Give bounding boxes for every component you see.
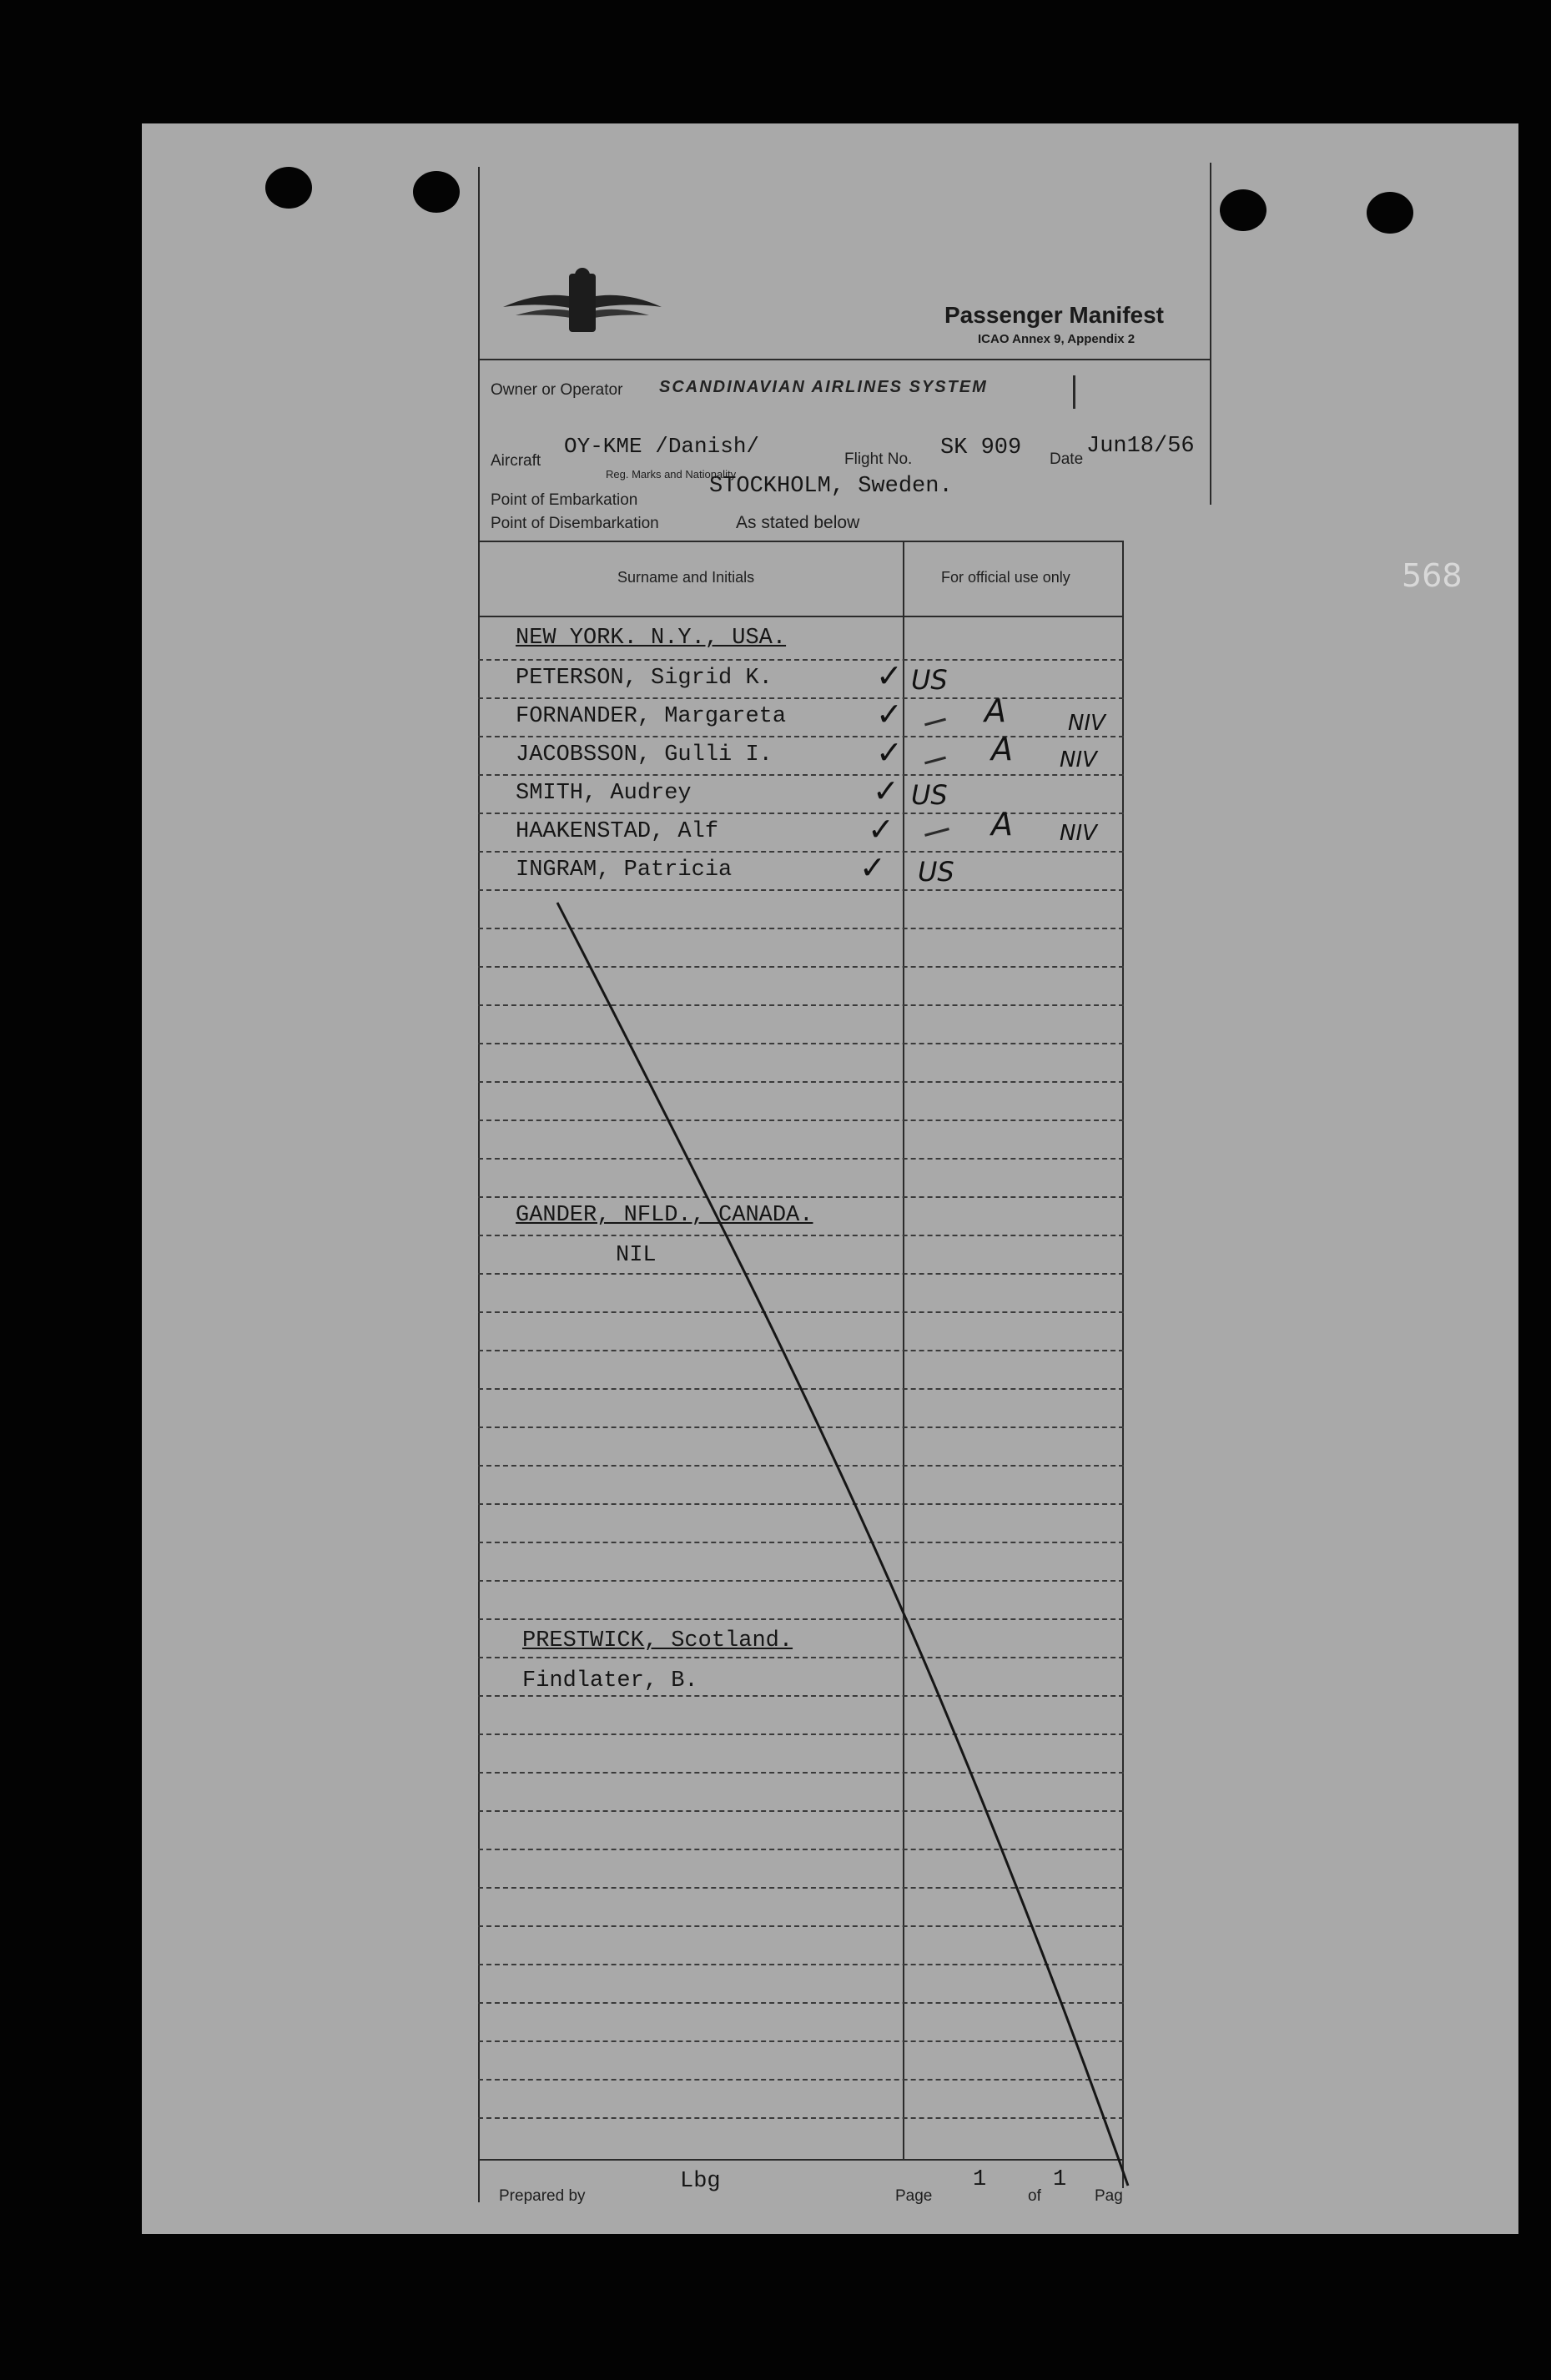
owner-value: SCANDINAVIAN AIRLINES SYSTEM	[659, 378, 988, 396]
official-note: A	[991, 806, 1013, 843]
destination-heading: GANDER, NFLD., CANADA.	[516, 1203, 813, 1228]
aircraft-sub-label: Reg. Marks and Nationality	[606, 468, 737, 481]
flight-value: SK 909	[940, 435, 1022, 460]
passenger-name: INGRAM, Patricia	[516, 858, 733, 883]
official-note-niv: NIV	[1068, 711, 1105, 736]
check-mark: ✓	[859, 849, 886, 886]
passenger-name: JACOBSSON, Gulli I.	[516, 742, 773, 767]
destination-heading: PRESTWICK, Scotland.	[522, 1628, 793, 1653]
aircraft-label: Aircraft	[491, 452, 541, 470]
surname-column-header: Surname and Initials	[617, 569, 755, 586]
prepared-by-label: Prepared by	[499, 2187, 586, 2205]
disembarkation-label: Point of Disembarkation	[491, 515, 659, 532]
of-value: 1	[1053, 2167, 1067, 2192]
check-mark: ✓	[873, 772, 899, 809]
official-note: A	[991, 731, 1013, 767]
official-note: US	[911, 779, 948, 811]
official-note-niv: NIV	[1060, 747, 1097, 772]
archive-number: 568	[1402, 557, 1463, 594]
passenger-name: Findlater, B.	[522, 1668, 698, 1693]
passenger-name: SMITH, Audrey	[516, 781, 692, 806]
passenger-name: FORNANDER, Margareta	[516, 704, 787, 729]
check-mark: ✓	[876, 734, 903, 771]
prepared-by-value: Lbg	[680, 2169, 721, 2194]
of-label: of	[1028, 2187, 1041, 2205]
embarkation-label: Point of Embarkation	[491, 491, 638, 509]
page-value: 1	[973, 2167, 987, 2192]
pages-label: Pag	[1095, 2187, 1123, 2205]
owner-label: Owner or Operator	[491, 381, 623, 399]
official-use-column-header: For official use only	[941, 569, 1070, 586]
flight-label: Flight No.	[844, 450, 913, 468]
manifest-subtitle: ICAO Annex 9, Appendix 2	[978, 332, 1136, 346]
passenger-name: PETERSON, Sigrid K.	[516, 666, 773, 691]
official-note: US	[911, 664, 948, 696]
official-note: A	[984, 692, 1006, 729]
passenger-name: NIL	[616, 1243, 657, 1268]
destination-heading: NEW YORK. N.Y., USA.	[516, 626, 787, 651]
official-note-niv: NIV	[1060, 821, 1097, 846]
disembarkation-value: As stated below	[736, 513, 860, 532]
official-note: US	[918, 856, 954, 888]
aircraft-value: OY-KME /Danish/	[564, 434, 760, 459]
date-label: Date	[1050, 450, 1084, 468]
check-mark: ✓	[876, 696, 903, 732]
page-label: Page	[895, 2187, 933, 2205]
check-mark: ✓	[876, 657, 903, 694]
embarkation-value: STOCKHOLM, Sweden.	[709, 474, 953, 499]
date-value: Jun18/56	[1086, 434, 1195, 459]
check-mark: ✓	[868, 811, 894, 848]
manifest-title: Passenger Manifest	[944, 302, 1164, 328]
passenger-name: HAAKENSTAD, Alf	[516, 819, 719, 844]
